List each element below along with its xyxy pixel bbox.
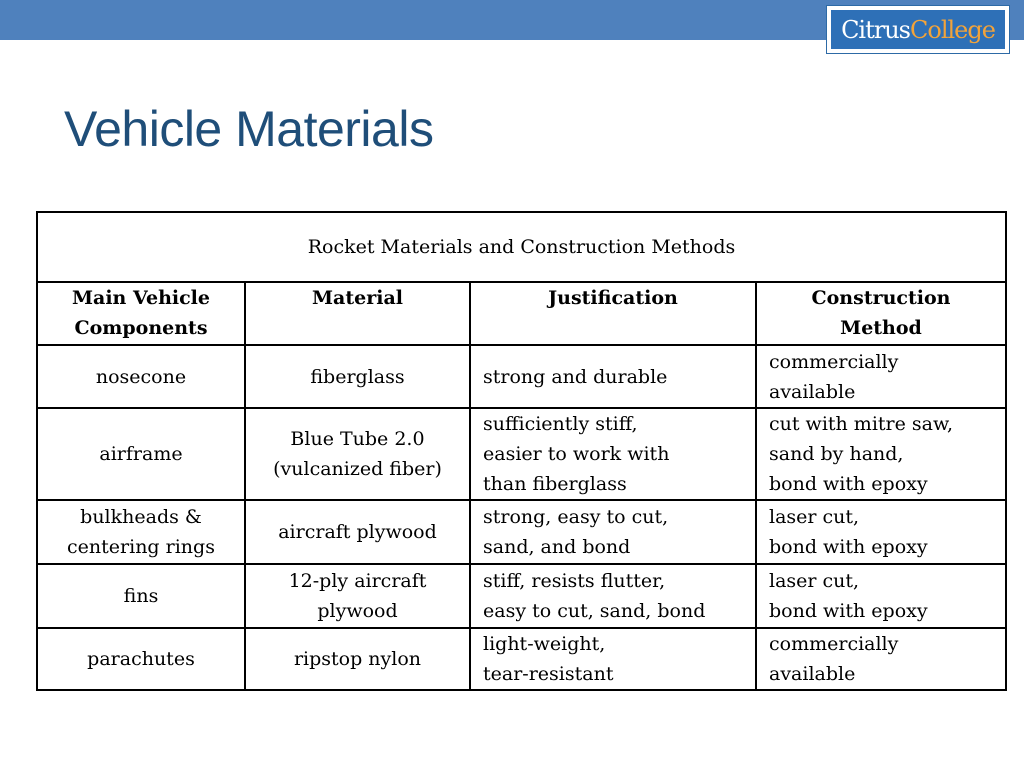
slide-title: Vehicle Materials	[64, 101, 434, 157]
table-row	[37, 628, 1006, 690]
cell-component: airframe	[37, 408, 245, 500]
cell-method: cut with mitre saw, sand by hand, bond with epoxy	[756, 408, 1006, 500]
logo-text-college: College	[910, 15, 995, 44]
cell-method: commercially available	[756, 345, 1006, 408]
table-row	[37, 345, 1006, 408]
cell-justification: strong, easy to cut, sand, and bond	[470, 500, 756, 564]
header-construction-method: Construction Method	[756, 282, 1006, 345]
table-row	[37, 408, 1006, 500]
cell-justification: stiff, resists flutter, easy to cut, sand, bond	[470, 564, 756, 628]
cell-component: bulkheads & centering rings	[37, 500, 245, 564]
cell-material: Blue Tube 2.0 (vulcanized fiber)	[245, 408, 470, 500]
table-caption-row	[37, 212, 1006, 282]
header-material: Material	[245, 282, 470, 345]
cell-material: ripstop nylon	[245, 628, 470, 690]
table-row	[37, 500, 1006, 564]
cell-material: fiberglass	[245, 345, 470, 408]
logo-text-citrus: Citrus	[841, 15, 910, 44]
cell-component: nosecone	[37, 345, 245, 408]
materials-table	[36, 211, 1007, 691]
cell-method: laser cut, bond with epoxy	[756, 500, 1006, 564]
cell-justification: light-weight, tear-resistant	[470, 628, 756, 690]
table-header-row	[37, 282, 1006, 345]
cell-material: 12-ply aircraft plywood	[245, 564, 470, 628]
table-caption: Rocket Materials and Construction Methods	[37, 212, 1006, 282]
header-components: Main Vehicle Components	[37, 282, 245, 345]
cell-justification: sufficiently stiff, easier to work with than fiberglass	[470, 408, 756, 500]
citrus-college-logo	[826, 5, 1010, 54]
table-row	[37, 564, 1006, 628]
cell-method: laser cut, bond with epoxy	[756, 564, 1006, 628]
cell-method: commercially available	[756, 628, 1006, 690]
cell-component: parachutes	[37, 628, 245, 690]
cell-material: aircraft plywood	[245, 500, 470, 564]
cell-justification: strong and durable	[470, 345, 756, 408]
logo-wordmark	[830, 9, 1006, 50]
cell-component: fins	[37, 564, 245, 628]
header-justification: Justification	[470, 282, 756, 345]
